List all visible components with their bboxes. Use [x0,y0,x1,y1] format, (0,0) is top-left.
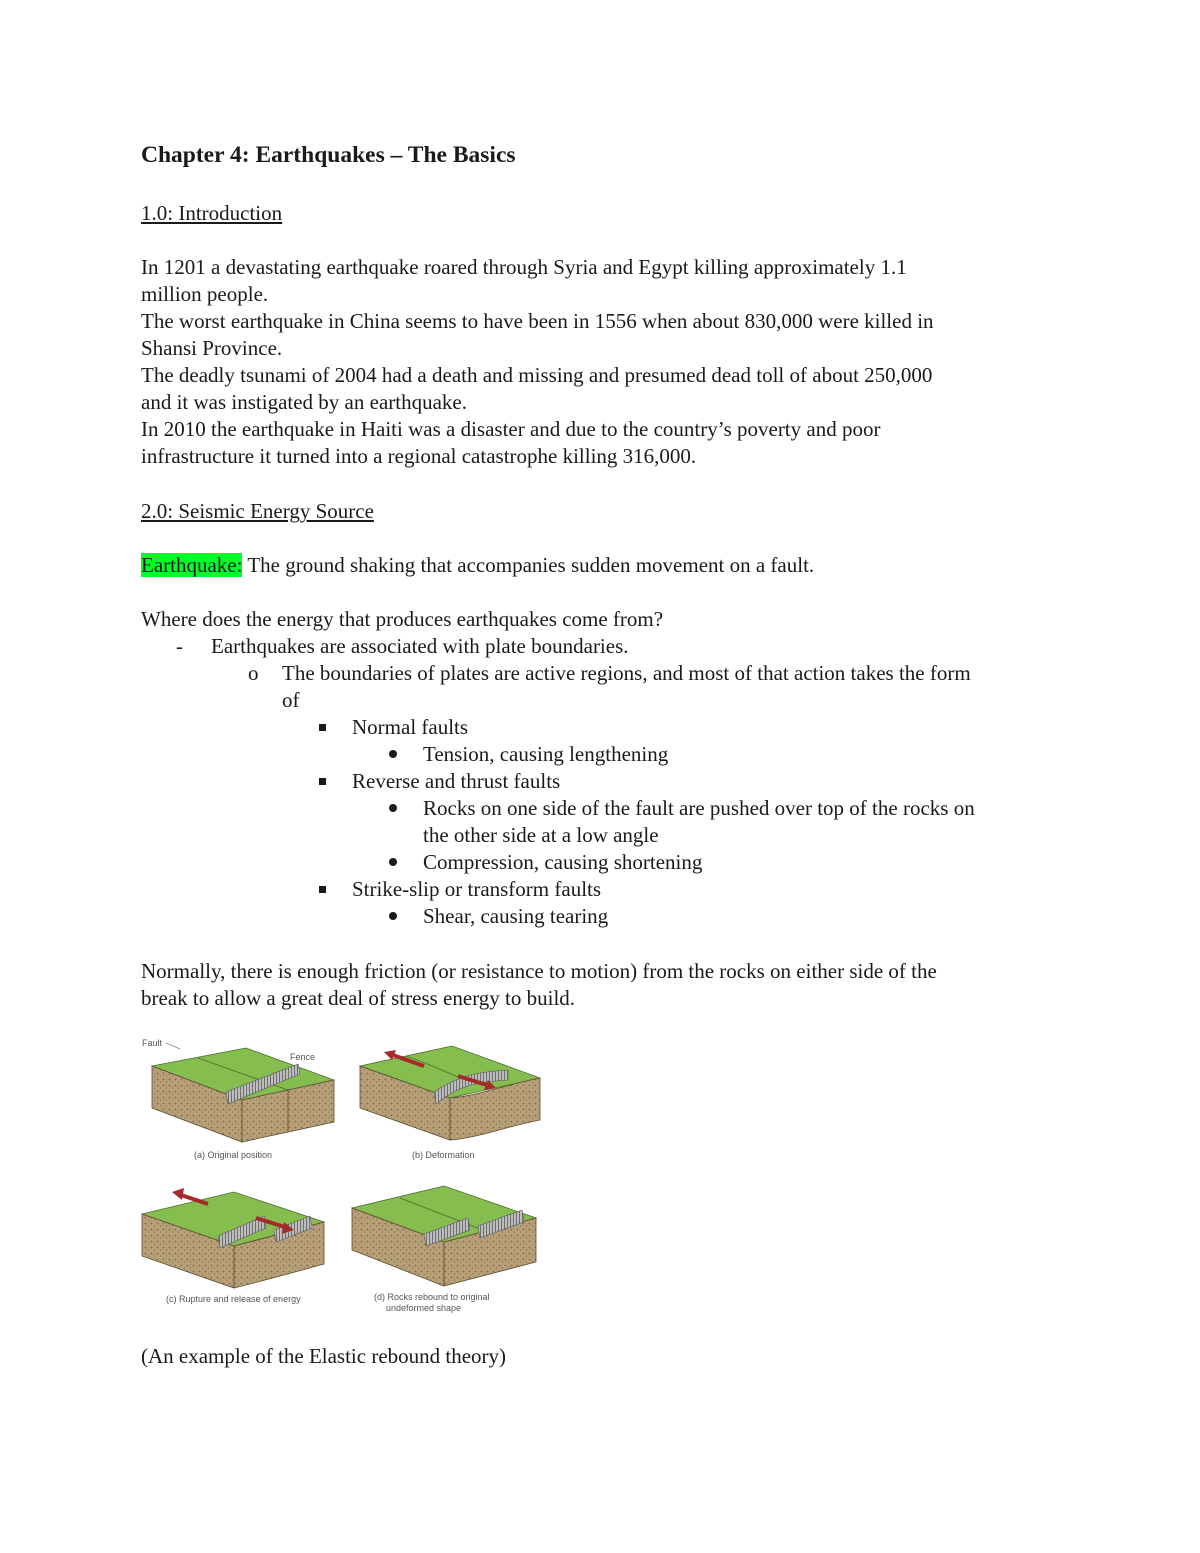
square-bullet-icon [319,724,326,731]
intro-line: In 2010 the earthquake in Haiti was a disaster and due to the country’s poverty and poor [141,417,881,441]
list-item-level1: Earthquakes are associated with plate boundaries. [211,634,629,658]
intro-line: infrastructure it turned into a regional catastrophe killing 316,000. [141,444,697,468]
intro-line: and it was instigated by an earthquake. [141,390,467,414]
panel-d-rebound [352,1186,536,1313]
fault-detail-item: Compression, causing shortening [423,850,703,874]
fault-detail-item: Rocks on one side of the fault are pushed over top of the rocks on [423,796,975,820]
section-heading-introduction: 1.0: Introduction [141,201,283,225]
definition-text: The ground shaking that accompanies sudden movement on a fault. [242,553,815,577]
round-bullet-icon [389,804,397,812]
panel-c-caption: (c) Rupture and release of energy [166,1294,301,1304]
fault-detail-item: Tension, causing lengthening [423,742,669,766]
intro-line: million people. [141,282,269,306]
intro-line: In 1201 a devastating earthquake roared through Syria and Egypt killing approximately 1.1 [141,255,907,279]
figure-caption: (An example of the Elastic rebound theory) [141,1344,507,1368]
round-bullet-icon [389,858,397,866]
list-item-level2: The boundaries of plates are active regions, and most of that action takes the form [282,661,971,685]
fence-label: Fence [290,1052,316,1062]
dash-marker: - [176,634,183,658]
question-line: Where does the energy that produces earthquakes come from? [141,607,664,631]
paragraph-line: break to allow a great deal of stress energy to build. [141,986,576,1010]
fault-type-item: Normal faults [352,715,469,739]
panel-d-caption-line1: (d) Rocks rebound to original [374,1292,490,1302]
fault-type-item: Reverse and thrust faults [352,769,561,793]
panel-a-original-position [142,1038,334,1160]
panel-d-caption-line2: undeformed shape [386,1303,462,1313]
circle-marker: o [248,661,259,685]
round-bullet-icon [389,912,397,920]
round-bullet-icon [389,750,397,758]
panel-b-deformation [360,1046,540,1160]
panel-b-caption: (b) Deformation [412,1150,475,1160]
intro-line: The deadly tsunami of 2004 had a death and missing and presumed dead toll of about 250,000 [141,363,933,387]
paragraph-line: Normally, there is enough friction (or resistance to motion) from the rocks on either side of the [141,959,937,983]
intro-line: The worst earthquake in China seems to have been in 1556 when about 830,000 were killed in [141,309,934,333]
chapter-title: Chapter 4: Earthquakes – The Basics [141,142,516,168]
intro-line: Shansi Province. [141,336,283,360]
square-bullet-icon [319,886,326,893]
fault-detail-item-cont: the other side at a low angle [423,823,659,847]
section-heading-seismic-energy: 2.0: Seismic Energy Source [141,499,374,523]
elastic-rebound-figure [138,1036,550,1342]
highlighted-term: Earthquake: [141,553,243,577]
fault-type-item: Strike-slip or transform faults [352,877,602,901]
square-bullet-icon [319,778,326,785]
fault-detail-item: Shear, causing tearing [423,904,609,928]
panel-a-caption: (a) Original position [194,1150,273,1160]
panel-c-rupture [142,1188,324,1304]
definition-line [141,552,814,579]
list-item-level2-cont: of [282,688,300,712]
fault-label: Fault [142,1038,163,1048]
